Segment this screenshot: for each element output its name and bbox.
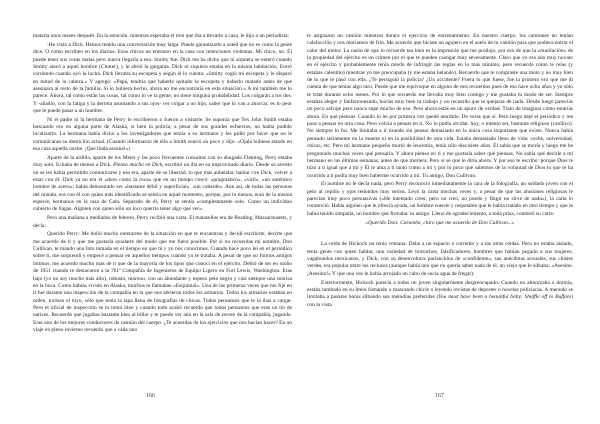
left-page (33, 33, 292, 336)
paragraph: Querido Perry: Me dolió mucho enterarme de la situación en que te encuentras y decidí escribirte, decirte que me acuerdo de ti y que me gustaría ayudarte del modo que me fuera posible. Por si no recuerdas mi nombre, Don Cullivan, te mando una foto tomada en el tiempo en que tú y yo nos conocimos. Cuando hace poco leí en el periódico sobre ti, me sorprendí y empecé a pensar en aquellos tiempos cuando yo te trataba. A pesar de que no fuimos amigos íntimos, me acuerdo mucho más de ti que de la mayoría de los tipos que conocí en el ejército. Debió de ser en otoño de 1951 cuando te destacaron a la 761ª Compañía de Ingenieros de Equipo Ligero en Fort Lewis, Washington. Eras bajo (yo no soy mucho más alto), robusto, moreno, con un abundante y espeso pelo negro y casi siempre una sonrisa en la boca. Como habías vivido en Alaska, muchos te llamaban «Esquimal». Una de las primeras veces que me fijé en ti fue durante una inspección de la compañía en la que nos abrieron todos los armarios. Todos los armarios estaban en orden, incluso el tuyo, sólo que tenía la tapa llena de fotografías de chicas. Todos pensamos que te la ibas a cargar. Pero el oficial de inspección se lo tomó bien y cuando todo acabó recuerdo que todos pensamos que eras un tío de narices. Recuerdo que jugabas bastante bien al billar y te puedo ver aún en la sala de recreo de la compañía, jugando. Eras uno de los mejores conductores de camión del cuerpo. ¿Te acuerdas de los ejercicios que nos hacían hacer? En un viaje en pleno invierno recuerdo que a cada uno (33, 231, 292, 333)
text-run: escribió un día en su improvisado diario. Desde su arresto no se les había permitido comunicarse y eso era, aparte de su libertad, lo que más anhelaba: hablar con Dick, volver a estar con él. Dick ya no era el «duro como la roca» que en un tiempo creyó: «pragmático», «viril», «un auténtico hombre de acero»; había demostrado ser «bastante débil y superficial», «un cobarde». Aun así, de todas las personas del mundo, era con él con quien más identificado se sentía en aquel momento, porque, por lo menos, eran de la misma especie, hermanos en la raza de Caín. Separado de él, Perry se sentía «completamente solo. Como un individuo cubierto de llagas. Alguien con quien sólo un loco querría tener algo que ver». (33, 162, 292, 213)
paragraph (33, 155, 292, 214)
paragraph: -He visto a Dick. Hemos tenido una conversación muy larga. Puedo garantizarle a usted que no es como la gente dice. O como escriben en los diarios. Esos chicos no entraron en la casa con intenciones violentas. Mi chico, no. Él puede tener sus cosas malas pero nunca llegaría a eso. Smitty fue. Dick me ha dicho que ni siquiera se enteró cuando Smitty atacó a aquel hombre (Clutter), y le abrió la garganta. Dick ni siquiera estaba en la misma habitación. Entró corriendo cuando oyó la lucha. Dick llevaba su escopeta y según él lo cuenta: «Smitty cogió mi escopeta y le disparó en mitad de la cabeza.» Y agregó: «Papá, tendría que haberle quitado la escopeta y haberlo matado antes de que asesinara al resto de la familia. Si lo hubiera hecho, ahora no me encontraría en esta situación.» A mí también me lo parece. Ahora, tal como están las cosas, tal como lo ve la gente, no tiene ninguna probabilidad. Los colgarán a los dos. Y -añadió, con la fatiga y la derrota asomando a sus ojos- ver colgar a un hijo, saber que lo van a ahorcar, es lo peor que le puede pasar a un hombre. (33, 41, 292, 114)
paragraph (307, 280, 573, 309)
paragraph: Pero una mañana a mediados de febrero, Perry recibió una carta. El matasellos era de Reading, Massachusetts, y decía: (33, 215, 292, 229)
block-quote: «Querido Don: Caramba, claro que me acuerdo de Don Cullivan...» (365, 220, 515, 227)
text-run: Exteriormente, Hickock parecía a todos un joven singularmente despreocupado. Cuando no almorzaba o dormía, estaba tumbado en su litera fumando o mascando chicle o leyendo revistas de deportes o novelas policíacas. A menudo se limitaba a pasarse horas silbando sus melodías preferidas ( (307, 279, 573, 301)
paragraph: El nombre no le decía nada, pero Perry reconoció inmediatamente la cara de la fotografía, un soldado joven con el pelo al cepillo y ojos redondos muy serios. Leyó la carta muchas veces y, a pesar de que las alusiones religiosas le parecían muy poco persuasivas («He intentado creer, pero no creo, no puedo y fingir no sirve de nada»), la carta lo conmovió. Había alguien que le ofrecía ayuda, un hombre cuerdo y respetable que le había tratado en otro tiempo y que le había tenido simpatía, un hombre que firmaba: tu amigo. Lleno de agradecimiento, a toda prisa, contestó su carta: (307, 181, 573, 217)
text-run: ) con la vista (307, 294, 573, 308)
right-page (307, 33, 573, 311)
page-number: 166 (146, 393, 155, 399)
paragraph: le asignaron un camión mientras durara el ejercicio de entrenamiento. En nuestro cuerpo, los camiones no tenían calefacción y nos moríamos de frío. Me acuerdo que hiciste un agujero en el suelo de tu camión para que pudiera entrar el calor del motor. La razón de que lo recuerde tan bien es la impresión que me produjo, por eso de que la «mutilación» de la propiedad del ejército es un crimen por el que te pueden castigar muy severamente. Claro que yo era aún muy novato en el ejército y probablemente tenía miedo de infringir las reglas en lo más mínimo, pero recuerdo cómo te reías (y estabas calentito) mientras yo me preocupaba (y me estaba helando). Recuerdo que te compraste una moto y no muy bien de lo que te pasó con ella. ¿Te persiguió la policía? ¿Un accidente? Fuera lo que fuese, fue la primera vez que me di cuenta de que tenías algo raro. Puede que me equivoque en alguno de mis recuerdos pues de eso hace ocho años y yo sólo te traté durante ocho meses. Por lo que recuerdo me llevaba muy bien contigo y me gustaba tu modo de ser. Siempre estabas alegre y fanfarroneando, hacías muy bien tu trabajo y no recuerdo que te quejaras de nada. Desde luego parecías un poco salvaje pero nunca supe mucho de eso. Pero ahora estás en un apuro de verdad. Trato de imaginar cómo estarías ahora. En qué piensas. Cuando lo leí por primera vez quedé aturdido. De veras que sí. Pero luego dejé el periódico y me puse a pensar en otra cosa. Pero volvía a pensar en ti. No lo podía olvidar. Soy, o intento ser, bastante religioso (católico). No siempre lo fui. Me limitaba a ir tirando sin pensar demasiado en la única cosa importante que existe. Nunca había pensado seriamente en la muerte ni en la posibilidad de otra vida. Estaba demasiado lleno de vida: coche, universidad, chicas, etc. Pero mi hermano pequeño murió de leucemia, tenía sólo diecisiete años. Él sabía que se moría y luego me he preguntado muchas veces qué pensaría. Y ahora pienso en ti y me gustaría saber qué piensas. No sabía qué decirle a mi hermano en las últimas semanas, antes de que muriera. Pero sí sé qué le diría ahora. Y por eso te escribo: porque Dios te hizo a ti igual que a mí y Él te ama a ti tanto como a mí y por lo poco que sabemos de la voluntad de Dios lo que te ha ocurrido a ti podía muy bien haberme ocurrido a mí. Tu amigo, Don Cullivan. (307, 33, 573, 179)
paragraph: mataría unos meses después. En la estación, mientras esperaba el tren que iba a llevarlo a casa, le dijo a un periodista: (33, 33, 290, 39)
italic-text: You must have been a beautiful baby; Shuffle off to Buffalo (438, 294, 572, 301)
page-number: 167 (435, 393, 444, 399)
paragraph: La celda de Hickock no tenía ventana. Daba a un espacio o corredor y a las otras celdas. Pero no estaba aislado, tenía gente con quien hablar, una variedad de borrachos, falsificadores, hombres que habían pegado a sus mujeres, vagabundos mexicanos, y Dick, con su desenvoltura parlanchina de «confidente», sus anécdotas sexuales, sus chistes verdes, era popular entre los reclusos (aunque había uno que no quería saber nada de él, un viejo que le silbaba: «Asesino. ¡Asesino!» Y que una vez le había arrojado un cubo de sucia agua de fregar). (307, 241, 573, 277)
text-run: Aparte de la ardilla, aparte de los Meier y las poco frecuentes consultas con su abogado Fleming, Perry estaba muy solo. Echaba de menos a Dick. (33, 155, 292, 169)
italic-text: Pienso mucho en Dick, (113, 162, 164, 169)
paragraph: Ni el padre ni la hermana de Perry le escribieron o fueron a visitarle. Se suponía que Tex John Smith estaba buscando oro en alguna parte de Alaska, si bien la policía, a pesar de sus grandes esfuerzos, no había podido localizarlo. La hermana había dicho a los investigadores que temía a su hermano y les pidió por favor que no le comunicaran su domicilio actual. (Cuando informaron de ello a Smith sonrió un poco y dijo: «Ojalá hubiese estado en esa casa aquella noche. ¡Qué linda escena!») (33, 116, 292, 153)
